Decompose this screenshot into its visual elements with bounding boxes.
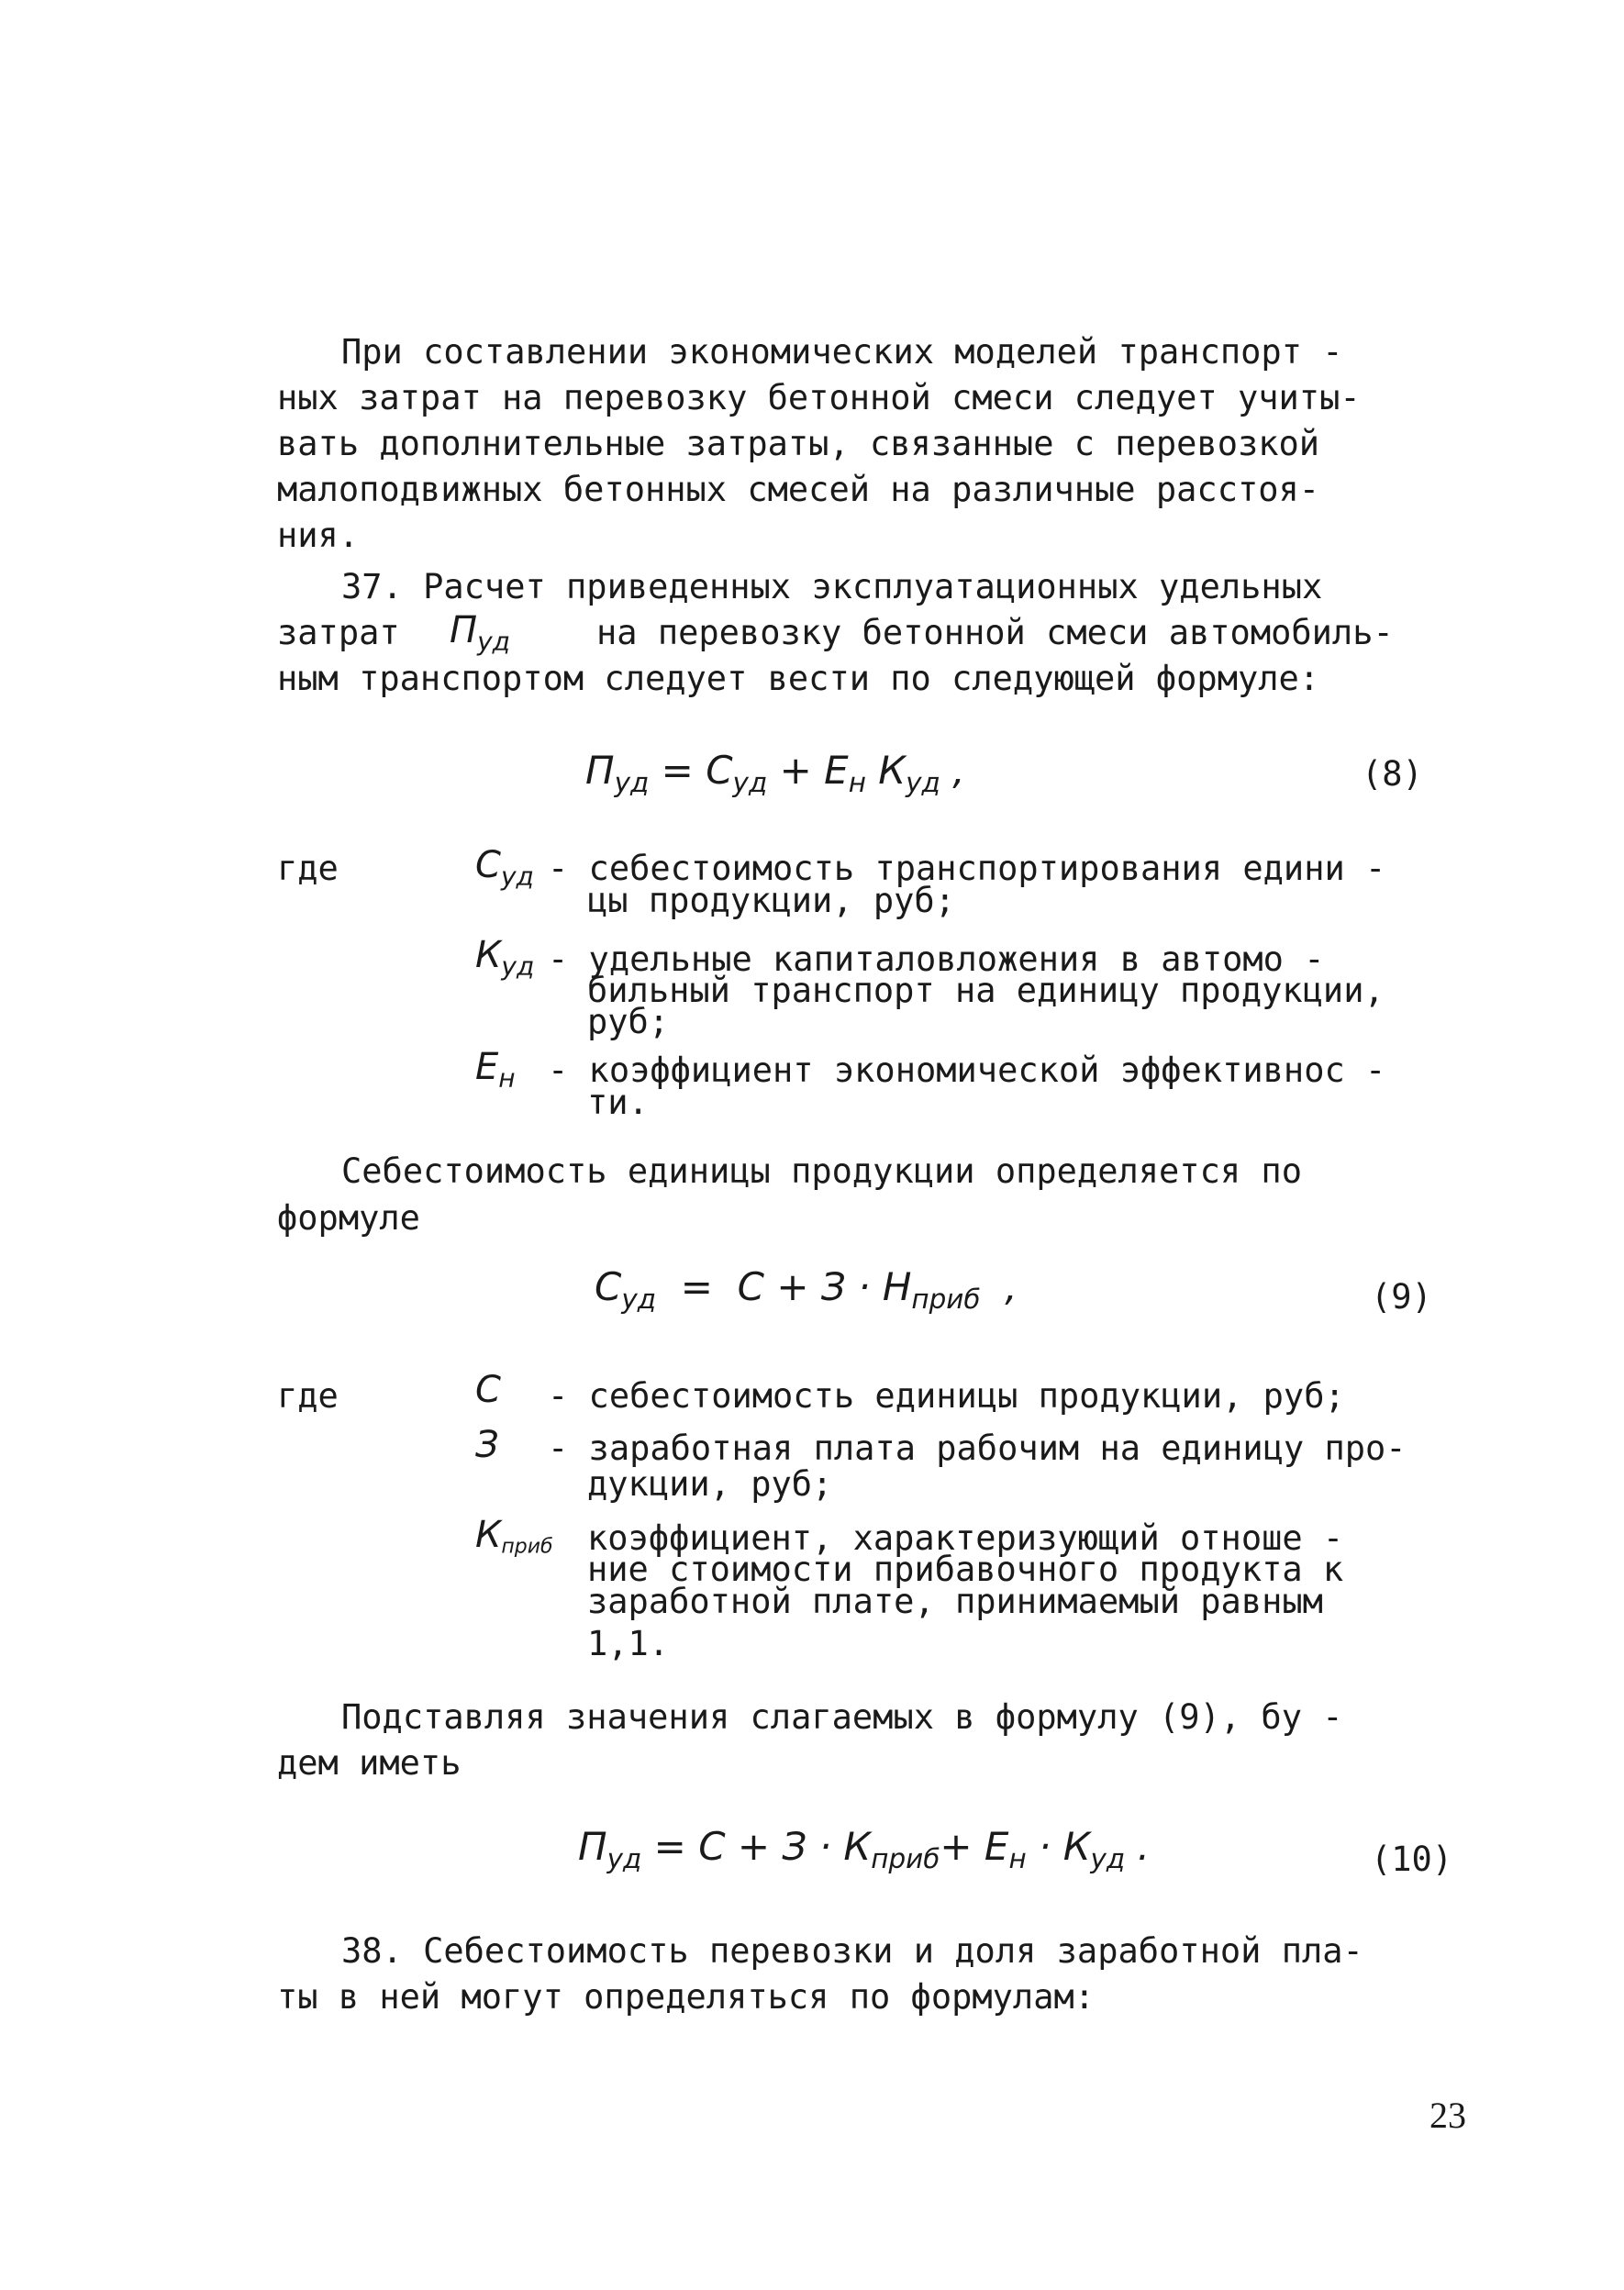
- where1-item3-line2: ти.: [587, 1083, 649, 1122]
- formula-10: $П_{уд} = С + З \cdot К_{приб}+ Е_н \cdot К_{уд}$ .: [578, 1824, 1150, 1874]
- cost-paragraph-line1: Себестоимость единицы продукции определяется по: [341, 1151, 1302, 1191]
- formula-9-number: (9): [1371, 1277, 1432, 1317]
- where2-item2-line1: - заработная плата рабочим на единицу про-: [548, 1428, 1407, 1468]
- where2-sym-c: С: [475, 1369, 501, 1411]
- where2-item1-line1: - себестоимость единицы продукции, руб;: [548, 1376, 1345, 1416]
- section37-line1: 37. Расчет приведенных эксплуатационных удельных: [341, 567, 1323, 606]
- where1-sym-c-ud: $С_{уд}$: [475, 844, 534, 892]
- where2-label: где: [277, 1376, 339, 1416]
- section37-line2-post: на перевозку бетонной смеси автомобиль-: [596, 613, 1394, 652]
- where1-item2-line1: - удельные капиталовложения в автомо -: [548, 939, 1325, 979]
- substitution-line1: Подставляя значения слагаемых в формулу (9), бу -: [341, 1697, 1343, 1737]
- where2-item3-line1: коэффициент, характеризующий отноше -: [587, 1518, 1344, 1558]
- paragraph1-line3: вать дополнительные затраты, связанные с перевозкой: [277, 424, 1320, 463]
- section37-line3: ным транспортом следует вести по следующей формуле:: [277, 659, 1320, 698]
- formula-8: $П_{уд} = С_{уд} + Е_н$ $К_{уд}$ ,: [585, 748, 965, 798]
- page-number: 23: [1429, 2095, 1466, 2136]
- where1-item1-line1: - себестоимость транспортирования едини -: [548, 849, 1386, 888]
- where2-sym-k-prib: $К_{приб}$: [475, 1514, 553, 1559]
- substitution-line2: дем иметь: [277, 1743, 462, 1783]
- paragraph1-line5: ния.: [277, 516, 360, 555]
- paragraph1-line1: При составлении экономических моделей транспорт -: [341, 332, 1343, 372]
- formula-9: $С_{уд} = С + З \cdot Н_{приб}$ ,: [595, 1264, 1018, 1315]
- where2-item3-line4: 1,1.: [587, 1624, 670, 1663]
- where1-item2-line2: бильный транспорт на единицу продукции,: [587, 971, 1385, 1010]
- where1-item1-line2: цы продукции, руб;: [587, 881, 955, 920]
- where2-sym-z: З: [475, 1424, 499, 1466]
- where1-sym-k-ud: $К_{уд}$: [475, 934, 535, 982]
- cost-paragraph-line2: формуле: [277, 1198, 420, 1238]
- where1-label: где: [277, 849, 339, 888]
- paragraph1-line4: малоподвижных бетонных смесей на различные расстоя-: [277, 470, 1320, 509]
- section37-line2-pre: затрат: [277, 613, 400, 652]
- symbol-p-ud: $П_{уд}$: [450, 609, 511, 657]
- section38-line2: ты в ней могут определяться по формулам:: [277, 1977, 1096, 2017]
- section38-line1: 38. Себестоимость перевозки и доля заработной пла-: [341, 1931, 1363, 1971]
- where1-item2-line3: руб;: [587, 1002, 670, 1041]
- where1-sym-e-n: $Е_н$: [475, 1046, 516, 1094]
- formula-8-number: (8): [1362, 754, 1423, 794]
- formula-10-number: (10): [1371, 1840, 1453, 1879]
- paragraph1-line2: ных затрат на перевозку бетонной смеси следует учиты-: [277, 378, 1361, 417]
- where1-item3-line1: - коэффициент экономической эффективнос -: [548, 1051, 1386, 1090]
- where2-item3-line3: заработной плате, принимаемый равным: [587, 1582, 1323, 1621]
- where2-item3-line2: ние стоимости прибавочного продукта к: [587, 1550, 1344, 1589]
- where2-item2-line2: дукции, руб;: [587, 1464, 833, 1504]
